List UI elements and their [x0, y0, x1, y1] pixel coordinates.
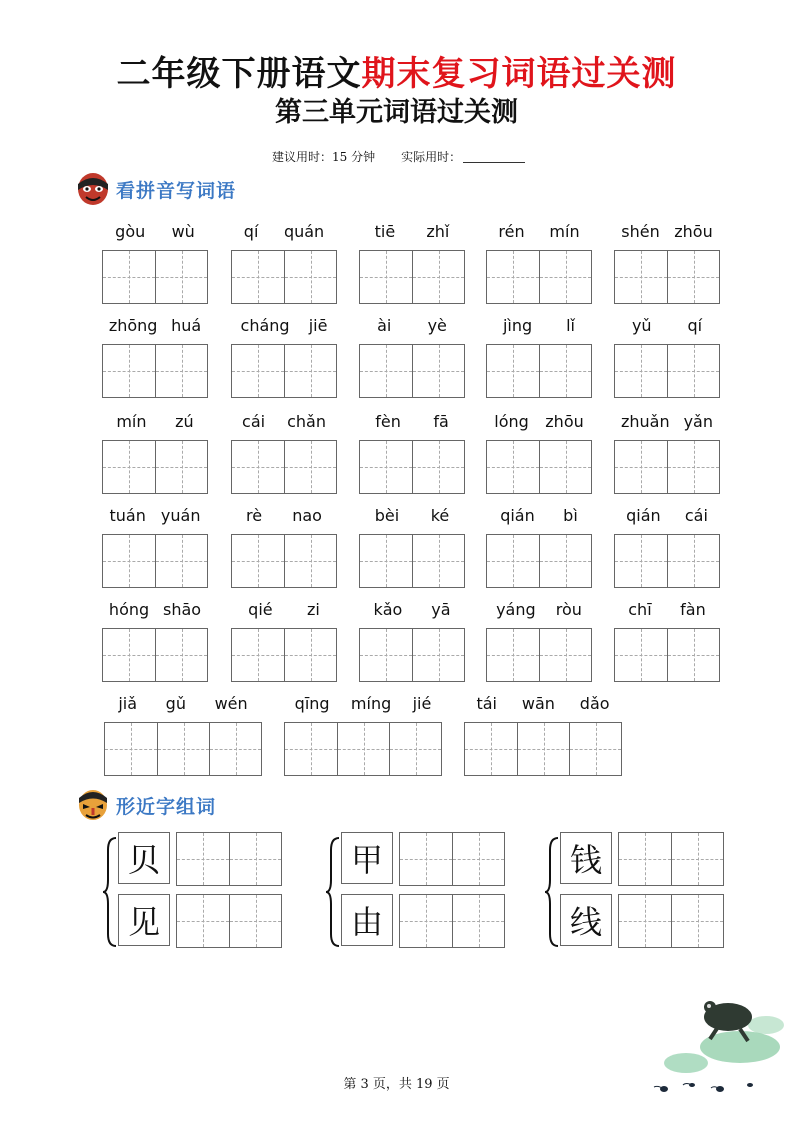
- pinyin-syllable: yǎn: [683, 412, 713, 431]
- pinyin-syllable: zi: [306, 600, 320, 619]
- pinyin-syllable: zhuǎn: [620, 412, 670, 431]
- writing-cell[interactable]: [517, 723, 569, 775]
- writing-cell[interactable]: [103, 535, 155, 587]
- writing-cell[interactable]: [615, 535, 667, 587]
- section-similar-header: [74, 788, 216, 822]
- brace-icon: [544, 836, 560, 948]
- writing-grid: [359, 628, 465, 682]
- similar-char-row: [560, 894, 724, 948]
- pinyin-word: [104, 694, 262, 776]
- pinyin-label: [486, 506, 592, 530]
- writing-cell[interactable]: [412, 535, 464, 587]
- writing-cell[interactable]: [360, 345, 412, 397]
- writing-cell[interactable]: [671, 895, 723, 947]
- pinyin-syllable: qīng: [294, 694, 330, 713]
- writing-cell[interactable]: [284, 629, 336, 681]
- given-character: 甲: [341, 832, 393, 884]
- writing-cell[interactable]: [615, 251, 667, 303]
- pinyin-syllable: chǎn: [287, 412, 326, 431]
- pinyin-syllable: fàn: [680, 600, 706, 619]
- writing-grid: [614, 344, 720, 398]
- writing-grid: [231, 440, 337, 494]
- writing-grid: [359, 250, 465, 304]
- writing-cell[interactable]: [487, 345, 539, 397]
- writing-cell[interactable]: [103, 441, 155, 493]
- writing-cell[interactable]: [103, 629, 155, 681]
- writing-cell[interactable]: [360, 251, 412, 303]
- writing-grid: [618, 832, 724, 886]
- pinyin-word: [359, 316, 465, 398]
- writing-cell[interactable]: [232, 441, 284, 493]
- pinyin-syllable: zhōu: [674, 222, 713, 241]
- actual-time-blank[interactable]: [463, 162, 525, 163]
- pinyin-syllable: wān: [521, 694, 555, 713]
- pinyin-syllable: yáng: [496, 600, 536, 619]
- pinyin-syllable: shāo: [163, 600, 202, 619]
- time-info: 建议用时：15 分钟 实际用时：: [272, 148, 525, 165]
- pinyin-label: [102, 316, 208, 340]
- writing-cell[interactable]: [619, 895, 671, 947]
- pinyin-syllable: fèn: [375, 412, 401, 431]
- pinyin-word: [486, 506, 592, 588]
- writing-cell[interactable]: [389, 723, 441, 775]
- pinyin-syllable: gǔ: [165, 694, 186, 713]
- pinyin-label: [102, 412, 208, 436]
- writing-cell[interactable]: [232, 629, 284, 681]
- opera-mask-icon: [74, 788, 112, 822]
- given-character: 由: [341, 894, 393, 946]
- writing-cell[interactable]: [452, 833, 504, 885]
- writing-grid: [486, 440, 592, 494]
- writing-grid: [359, 344, 465, 398]
- page-footer: 第 3 页，共 19 页: [343, 1077, 450, 1092]
- pinyin-syllable: nao: [292, 506, 322, 525]
- writing-grid: [486, 534, 592, 588]
- writing-grid: [464, 722, 622, 776]
- writing-cell[interactable]: [232, 345, 284, 397]
- section-pinyin-title: 看拼音写词语: [116, 179, 237, 202]
- writing-grid: [231, 628, 337, 682]
- opera-mask-icon: [74, 172, 112, 206]
- pinyin-syllable: yè: [427, 316, 447, 335]
- pinyin-word: [614, 316, 720, 398]
- writing-cell[interactable]: [229, 833, 281, 885]
- pinyin-word: [486, 222, 592, 304]
- writing-grid: [486, 344, 592, 398]
- writing-grid: [102, 628, 208, 682]
- similar-char-group: [102, 832, 292, 956]
- pinyin-word: [359, 600, 465, 682]
- writing-cell[interactable]: [615, 345, 667, 397]
- writing-cell[interactable]: [105, 723, 157, 775]
- pinyin-label: [359, 222, 465, 246]
- pinyin-syllable: lǐ: [566, 316, 575, 335]
- writing-cell[interactable]: [667, 535, 719, 587]
- writing-cell[interactable]: [539, 629, 591, 681]
- pinyin-label: [231, 412, 337, 436]
- pinyin-syllable: jìng: [502, 316, 533, 335]
- writing-cell[interactable]: [360, 441, 412, 493]
- pinyin-syllable: jié: [412, 694, 432, 713]
- pinyin-word: [231, 316, 337, 398]
- pinyin-label: [231, 506, 337, 530]
- given-character: 线: [560, 894, 612, 946]
- writing-cell[interactable]: [360, 629, 412, 681]
- writing-cell[interactable]: [209, 723, 261, 775]
- writing-grid: [359, 440, 465, 494]
- writing-grid: [486, 250, 592, 304]
- writing-grid: [359, 534, 465, 588]
- writing-cell[interactable]: [569, 723, 621, 775]
- pinyin-syllable: zhōng: [108, 316, 158, 335]
- pinyin-syllable: wén: [214, 694, 248, 713]
- writing-grid: [614, 628, 720, 682]
- pinyin-syllable: zhǐ: [426, 222, 450, 241]
- pinyin-syllable: bì: [563, 506, 578, 525]
- pinyin-word: [284, 694, 442, 776]
- writing-grid: [231, 344, 337, 398]
- section-similar-title: 形近字组词: [116, 795, 217, 818]
- writing-cell[interactable]: [400, 895, 452, 947]
- writing-cell[interactable]: [232, 535, 284, 587]
- similar-char-row: [560, 832, 724, 886]
- pinyin-syllable: qié: [248, 600, 273, 619]
- writing-grid: [102, 534, 208, 588]
- pinyin-word: [102, 222, 208, 304]
- writing-grid: [614, 534, 720, 588]
- writing-grid: [102, 440, 208, 494]
- pinyin-label: [104, 694, 262, 718]
- pinyin-label: [486, 316, 592, 340]
- writing-cell[interactable]: [412, 441, 464, 493]
- brace-icon: [325, 836, 341, 948]
- writing-cell[interactable]: [412, 251, 464, 303]
- pinyin-word: [486, 316, 592, 398]
- writing-grid: [104, 722, 262, 776]
- pinyin-syllable: zhōu: [545, 412, 584, 431]
- similar-char-row: [118, 832, 282, 886]
- writing-cell[interactable]: [487, 441, 539, 493]
- similar-char-row: [341, 894, 505, 948]
- writing-cell[interactable]: [539, 251, 591, 303]
- page-title: 二年级下册语文期末复习词语过关测: [116, 54, 677, 94]
- pinyin-label: [102, 506, 208, 530]
- pinyin-word: [359, 222, 465, 304]
- pinyin-syllable: rén: [498, 222, 525, 241]
- pinyin-syllable: cái: [684, 506, 708, 525]
- pinyin-syllable: kǎo: [373, 600, 403, 619]
- pinyin-word: [102, 316, 208, 398]
- writing-cell[interactable]: [103, 251, 155, 303]
- writing-grid: [176, 832, 282, 886]
- writing-cell[interactable]: [667, 251, 719, 303]
- writing-cell[interactable]: [229, 895, 281, 947]
- pinyin-syllable: mín: [549, 222, 580, 241]
- pinyin-syllable: jiǎ: [118, 694, 138, 713]
- pinyin-label: [614, 506, 720, 530]
- writing-cell[interactable]: [155, 345, 207, 397]
- pinyin-syllable: hóng: [108, 600, 150, 619]
- writing-cell[interactable]: [452, 895, 504, 947]
- writing-cell[interactable]: [177, 833, 229, 885]
- writing-grid: [614, 440, 720, 494]
- pinyin-syllable: tái: [476, 694, 497, 713]
- pinyin-syllable: gòu: [115, 222, 146, 241]
- writing-cell[interactable]: [487, 535, 539, 587]
- pinyin-syllable: shén: [621, 222, 660, 241]
- pinyin-syllable: chī: [628, 600, 652, 619]
- pinyin-word: [486, 600, 592, 682]
- pinyin-label: [614, 222, 720, 246]
- writing-cell[interactable]: [539, 345, 591, 397]
- pinyin-label: [359, 316, 465, 340]
- similar-char-row: [118, 894, 282, 948]
- writing-cell[interactable]: [284, 251, 336, 303]
- pinyin-syllable: fā: [433, 412, 449, 431]
- writing-cell[interactable]: [615, 441, 667, 493]
- pinyin-word: [231, 412, 337, 494]
- pinyin-label: [284, 694, 442, 718]
- pinyin-word: [614, 222, 720, 304]
- pinyin-word: [614, 412, 720, 494]
- writing-cell[interactable]: [412, 629, 464, 681]
- pinyin-syllable: bèi: [374, 506, 400, 525]
- similar-char-row: [341, 832, 505, 886]
- pinyin-word: [464, 694, 622, 776]
- pinyin-syllable: quán: [283, 222, 325, 241]
- writing-grid: [399, 832, 505, 886]
- pinyin-syllable: lóng: [494, 412, 529, 431]
- writing-cell[interactable]: [177, 895, 229, 947]
- pinyin-label: [486, 222, 592, 246]
- pinyin-syllable: huá: [171, 316, 202, 335]
- pinyin-label: [102, 600, 208, 624]
- writing-cell[interactable]: [619, 833, 671, 885]
- writing-cell[interactable]: [103, 345, 155, 397]
- pinyin-syllable: qián: [500, 506, 535, 525]
- writing-grid: [399, 894, 505, 948]
- pinyin-word: [102, 412, 208, 494]
- pinyin-label: [614, 316, 720, 340]
- writing-cell[interactable]: [155, 441, 207, 493]
- pinyin-syllable: ròu: [555, 600, 582, 619]
- pinyin-word: [359, 412, 465, 494]
- writing-grid: [231, 534, 337, 588]
- writing-cell[interactable]: [465, 723, 517, 775]
- pinyin-label: [359, 600, 465, 624]
- writing-cell[interactable]: [487, 629, 539, 681]
- given-character: 钱: [560, 832, 612, 884]
- pinyin-label: [614, 600, 720, 624]
- writing-cell[interactable]: [400, 833, 452, 885]
- pinyin-word: [231, 506, 337, 588]
- pinyin-syllable: míng: [350, 694, 392, 713]
- writing-cell[interactable]: [232, 251, 284, 303]
- writing-grid: [614, 250, 720, 304]
- pinyin-word: [614, 600, 720, 682]
- writing-grid: [102, 344, 208, 398]
- given-character: 见: [118, 894, 170, 946]
- writing-cell[interactable]: [155, 535, 207, 587]
- writing-grid: [231, 250, 337, 304]
- pinyin-word: [359, 506, 465, 588]
- writing-cell[interactable]: [155, 629, 207, 681]
- pinyin-syllable: tuán: [109, 506, 146, 525]
- writing-grid: [486, 628, 592, 682]
- pinyin-label: [231, 316, 337, 340]
- writing-cell[interactable]: [667, 345, 719, 397]
- pinyin-syllable: ké: [430, 506, 450, 525]
- writing-cell[interactable]: [155, 251, 207, 303]
- writing-cell[interactable]: [539, 535, 591, 587]
- pinyin-word: [102, 506, 208, 588]
- writing-cell[interactable]: [667, 441, 719, 493]
- writing-cell[interactable]: [667, 629, 719, 681]
- pinyin-syllable: yǔ: [631, 316, 652, 335]
- pinyin-label: [359, 412, 465, 436]
- pinyin-syllable: rè: [246, 506, 263, 525]
- writing-grid: [284, 722, 442, 776]
- pinyin-syllable: jiē: [308, 316, 328, 335]
- writing-grid: [618, 894, 724, 948]
- writing-cell[interactable]: [615, 629, 667, 681]
- writing-cell[interactable]: [157, 723, 209, 775]
- writing-grid: [176, 894, 282, 948]
- pinyin-syllable: ài: [377, 316, 392, 335]
- given-character: 贝: [118, 832, 170, 884]
- writing-cell[interactable]: [671, 833, 723, 885]
- pinyin-syllable: qí: [687, 316, 703, 335]
- pinyin-word: [614, 506, 720, 588]
- pinyin-label: [102, 222, 208, 246]
- pinyin-word: [231, 222, 337, 304]
- writing-cell[interactable]: [360, 535, 412, 587]
- page-subtitle: 第三单元词语过关测: [275, 97, 518, 128]
- pinyin-label: [614, 412, 720, 436]
- pinyin-syllable: yuán: [160, 506, 201, 525]
- pinyin-syllable: wù: [171, 222, 195, 241]
- similar-char-group: [325, 832, 515, 956]
- writing-cell[interactable]: [284, 345, 336, 397]
- pinyin-label: [359, 506, 465, 530]
- writing-grid: [102, 250, 208, 304]
- pinyin-syllable: cháng: [240, 316, 290, 335]
- writing-cell[interactable]: [285, 723, 337, 775]
- pinyin-label: [486, 412, 592, 436]
- writing-cell[interactable]: [412, 345, 464, 397]
- pinyin-syllable: mín: [116, 412, 147, 431]
- pinyin-syllable: qí: [243, 222, 259, 241]
- writing-cell[interactable]: [284, 535, 336, 587]
- pinyin-word: [486, 412, 592, 494]
- pinyin-label: [231, 222, 337, 246]
- pinyin-label: [231, 600, 337, 624]
- writing-cell[interactable]: [284, 441, 336, 493]
- pinyin-syllable: zú: [175, 412, 194, 431]
- pinyin-label: [464, 694, 622, 718]
- pinyin-word: [102, 600, 208, 682]
- pinyin-syllable: tiē: [374, 222, 396, 241]
- pinyin-label: [486, 600, 592, 624]
- pinyin-syllable: qián: [626, 506, 661, 525]
- brace-icon: [102, 836, 118, 948]
- writing-cell[interactable]: [539, 441, 591, 493]
- pinyin-word: [231, 600, 337, 682]
- writing-cell[interactable]: [337, 723, 389, 775]
- section-pinyin-header: [74, 172, 236, 206]
- pinyin-syllable: yā: [431, 600, 451, 619]
- suggested-time: 15 分钟: [332, 150, 376, 164]
- pinyin-syllable: dǎo: [579, 694, 610, 713]
- writing-cell[interactable]: [487, 251, 539, 303]
- pinyin-syllable: cái: [242, 412, 266, 431]
- similar-char-group: [544, 832, 734, 956]
